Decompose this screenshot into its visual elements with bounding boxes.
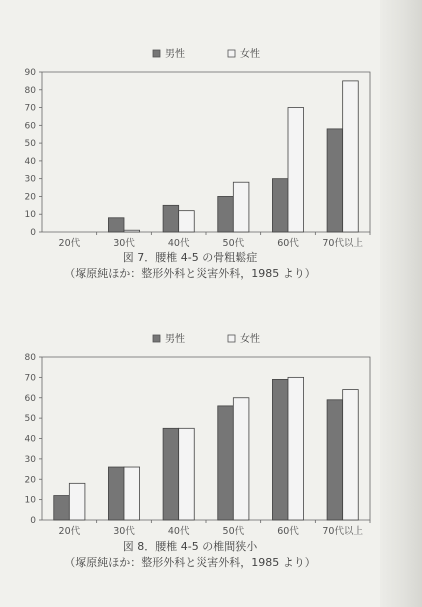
bar-female-2: [179, 211, 195, 232]
plot-frame: [42, 357, 370, 520]
legend-swatch-male: [153, 50, 160, 57]
x-tick-label: 40代: [167, 238, 190, 249]
x-tick-label: 40代: [167, 526, 190, 537]
y-tick-label: 10: [24, 210, 36, 221]
bar-female-2: [179, 428, 195, 520]
x-tick-label: 50代: [222, 238, 245, 249]
y-tick-label: 30: [24, 174, 36, 185]
x-tick-label: 60代: [277, 526, 299, 537]
figure-8-caption: 図 8．腰椎 4-5 の椎間狭小: [122, 540, 258, 553]
x-tick-label: 30代: [113, 238, 135, 249]
legend: [153, 332, 260, 345]
legend-label-female: 女性: [240, 334, 260, 345]
bar-female-5: [343, 390, 359, 520]
figure-7-source: （塚原純ほか：整形外科と災害外科，1985 より）: [64, 267, 316, 280]
legend-label-female: 女性: [240, 49, 260, 60]
y-tick-label: 90: [24, 68, 36, 78]
legend-swatch-female: [228, 335, 235, 342]
y-axis: [25, 353, 42, 526]
bar-male-2: [163, 428, 179, 520]
osteoporosis-bar-chart: [0, 0, 380, 255]
bar-male-5: [327, 400, 343, 520]
y-axis: [25, 68, 42, 238]
y-tick-label: 10: [24, 495, 36, 506]
legend-label-male: 男性: [165, 334, 185, 345]
x-tick-label: 20代: [58, 238, 81, 249]
bar-female-1: [124, 230, 140, 232]
y-tick-label: 0: [30, 228, 36, 238]
bar-male-1: [108, 467, 124, 520]
x-tick-label: 60代: [277, 238, 299, 249]
y-tick-label: 20: [24, 192, 36, 203]
legend-label-male: 男性: [165, 49, 185, 60]
bar-female-5: [343, 81, 359, 232]
x-tick-label: 70代以上: [322, 238, 363, 249]
book-spine-edge: [380, 0, 422, 607]
y-tick-label: 60: [24, 121, 36, 132]
x-tick-label: 70代以上: [322, 526, 363, 537]
bars: [108, 81, 358, 232]
y-tick-label: 40: [24, 156, 36, 167]
y-tick-label: 50: [24, 414, 36, 425]
y-tick-label: 70: [24, 373, 36, 384]
bar-female-3: [233, 182, 249, 232]
legend-swatch-male: [153, 335, 160, 342]
figure-7-caption: 図 7．腰椎 4-5 の骨粗鬆症: [122, 251, 258, 264]
bar-female-4: [288, 108, 304, 232]
bar-female-1: [124, 467, 140, 520]
x-tick-label: 50代: [222, 526, 245, 537]
y-tick-label: 80: [24, 353, 36, 363]
y-tick-label: 60: [24, 393, 36, 404]
bar-female-0: [69, 483, 85, 520]
x-tick-label: 20代: [58, 526, 81, 537]
bar-male-3: [218, 406, 234, 520]
disc-narrowing-bar-chart: [0, 325, 380, 545]
y-tick-label: 20: [24, 475, 36, 486]
bar-male-4: [272, 179, 288, 232]
legend-swatch-female: [228, 50, 235, 57]
plot-frame: [42, 72, 370, 232]
bar-female-4: [288, 377, 304, 520]
y-tick-label: 0: [30, 516, 36, 526]
bar-male-4: [272, 379, 288, 520]
y-tick-label: 50: [24, 139, 36, 150]
bar-female-3: [233, 398, 249, 520]
bar-male-5: [327, 129, 343, 232]
bar-male-2: [163, 205, 179, 232]
y-tick-label: 30: [24, 454, 36, 465]
figure-8-source: （塚原純ほか：整形外科と災害外科，1985 より）: [64, 556, 316, 569]
bar-male-1: [108, 218, 124, 232]
y-tick-label: 70: [24, 103, 36, 114]
legend: [153, 47, 260, 60]
y-tick-label: 40: [24, 434, 36, 445]
y-tick-label: 80: [24, 85, 36, 96]
bar-male-3: [218, 196, 234, 232]
bar-male-0: [54, 496, 70, 520]
bars: [54, 377, 358, 520]
x-tick-label: 30代: [113, 526, 135, 537]
